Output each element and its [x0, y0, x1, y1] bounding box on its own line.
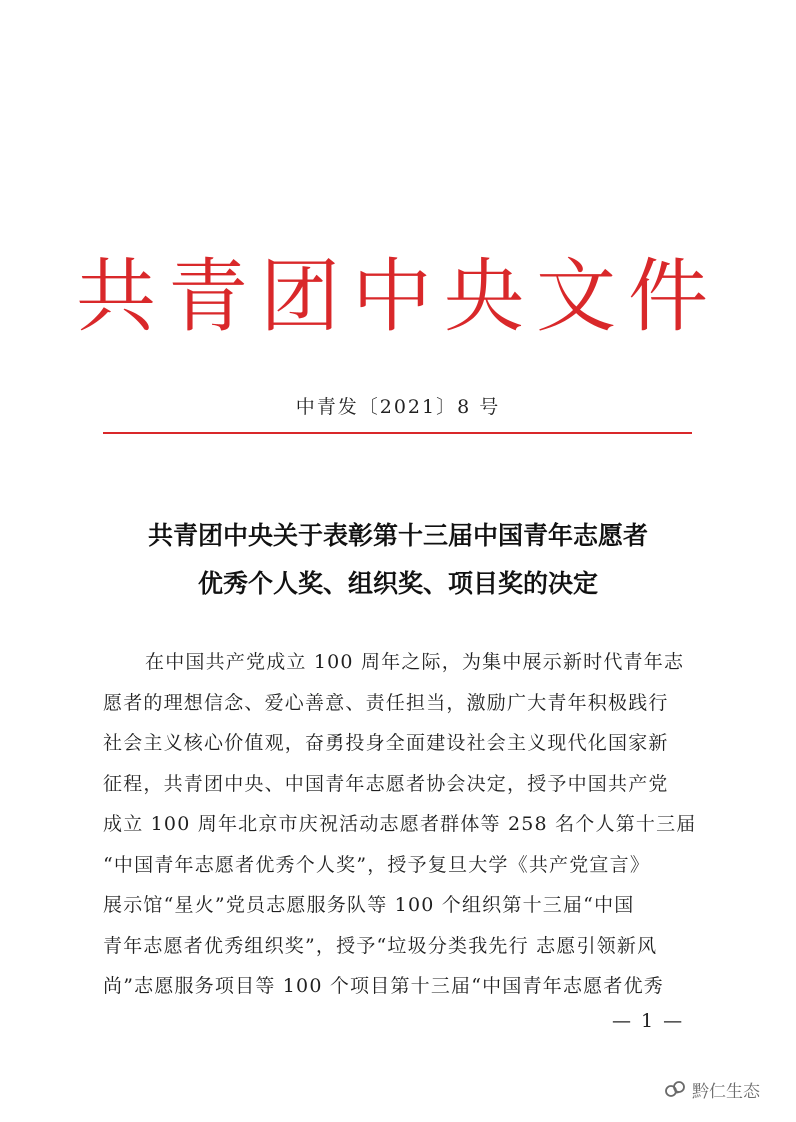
body-line: 征程，共青团中央、中国青年志愿者协会决定，授予中国共产党	[103, 772, 669, 795]
body-line: 青年志愿者优秀组织奖”，授予“垃圾分类我先行 志愿引领新风	[103, 934, 658, 957]
watermark-text: 黔仁生态	[692, 1081, 760, 1102]
page-number: — 1 —	[612, 1010, 685, 1032]
body-line: 在中国共产党成立 100 周年之际，为集中展示新时代青年志	[145, 651, 685, 673]
wechat-channel-icon	[664, 1078, 686, 1100]
body-line: 成立 100 周年北京市庆祝活动志愿者群体等 258 名个人第十三届	[103, 813, 697, 835]
document-title-line-2: 优秀个人奖、组织奖、项目奖的决定	[197, 569, 598, 598]
body-line: 展示馆“星火”党员志愿服务队等 100 个组织第十三届“中国	[103, 894, 635, 916]
document-title	[100, 512, 696, 608]
document-title-line-1: 共青团中央关于表彰第十三届中国青年志愿者	[147, 521, 648, 550]
body-line: 社会主义核心价值观，奋勇投身全面建设社会主义现代化国家新	[103, 732, 669, 754]
source-watermark	[664, 1076, 760, 1102]
body-line: “中国青年志愿者优秀个人奖”，授予复旦大学《共产党宣言》	[103, 853, 651, 876]
red-divider-line	[103, 432, 692, 434]
body-paragraph	[103, 642, 697, 1007]
body-line: 愿者的理想信念、爱心善意、责任担当，激励广大青年积极践行	[103, 691, 669, 714]
masthead-title: 共青团中央文件	[76, 250, 720, 343]
document-number: 中青发〔2021〕8 号	[295, 396, 501, 418]
body-line: 尚”志愿服务项目等 100 个项目第十三届“中国青年志愿者优秀	[103, 975, 664, 997]
